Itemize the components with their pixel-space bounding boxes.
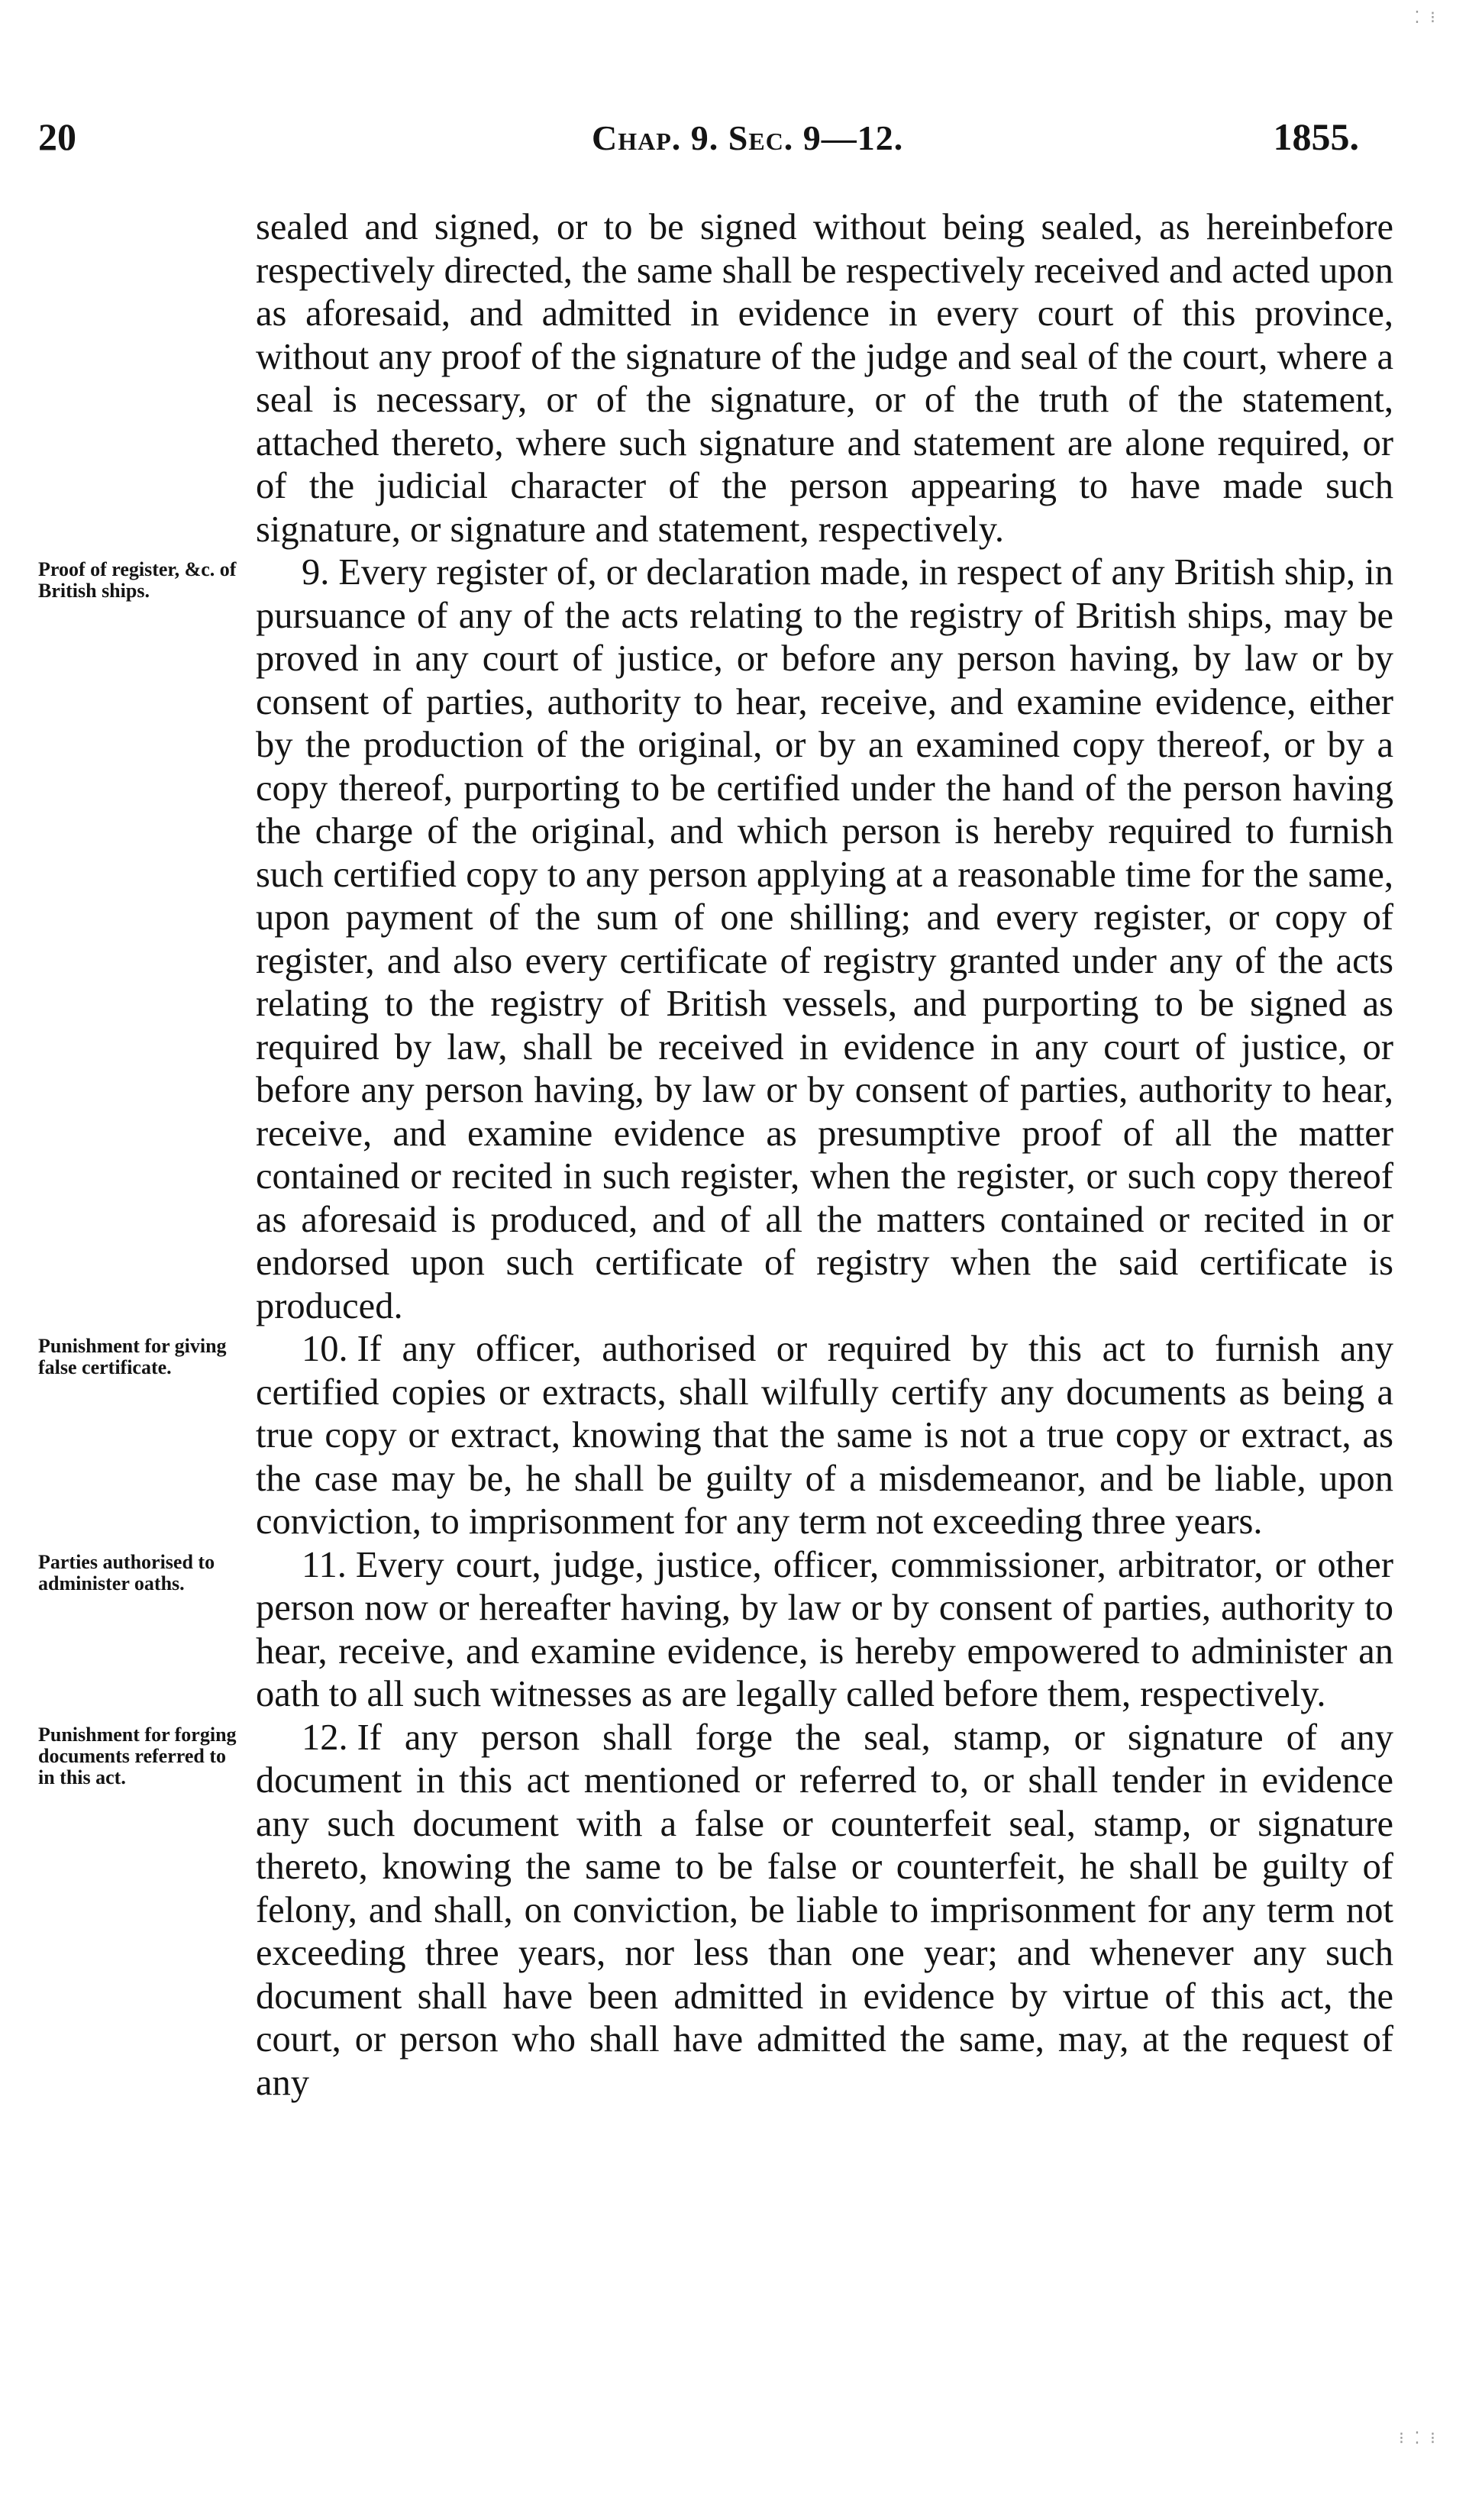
section-paragraph xyxy=(256,551,1393,1328)
page-year: 1855. xyxy=(1273,115,1359,158)
section-number: 10. xyxy=(302,1329,348,1369)
section-number: 12. xyxy=(302,1717,348,1758)
section-paragraph xyxy=(256,1544,1393,1717)
section-number: 9. xyxy=(302,552,330,593)
page-body xyxy=(38,206,1393,2105)
scan-speckle: ⁝ ⁚ ⁝ xyxy=(1399,2428,1438,2447)
scan-speckle: ⁚ ⁝ xyxy=(1414,8,1438,27)
section-9 xyxy=(38,551,1393,1328)
section-text: Every register of, or declaration made, in respect of any British ship, in pursuance of any of the acts relating to the registry of British ships, may be proved in any court of justice, or before any person having, by law or by consent of parties, authority to hear, receive, and examine evidence, either by the production of the original, or by an examined copy thereof, or by a copy thereof, purporting to be certified under the hand of the person having the charge of the original, and which person is hereby required to furnish such certified copy to any person applying at a reasonable time for the same, upon payment of the sum of one shilling; and every register, or copy of register, and also every certificate of registry granted under any of the acts relating to the registry of British vessels, and purporting to be signed as required by law, shall be received in evidence in any court of justice, or before any person having, by law or by consent of parties, authority to hear, receive, and examine evidence as presumptive proof of all the matter contained or recited in such register, when the register, or such copy thereof as aforesaid is produced, and of all the matters contained or recited in or endorsed upon such certificate of registry when the said certificate is produced. xyxy=(256,552,1393,1326)
section-10 xyxy=(38,1328,1393,1544)
section-text: Every court, judge, justice, officer, commissioner, arbitrator, or other person now or hereafter having, by law or by consent of parties, authority to hear, receive, and examine evidence, is hereby empowered to administer an oath to all such witnesses as are legally called before them, respectively. xyxy=(256,1544,1393,1714)
section-paragraph xyxy=(256,1717,1393,2105)
section-paragraph xyxy=(256,1328,1393,1544)
marginal-note: Parties authorised to administer oaths. xyxy=(38,1550,215,1594)
marginal-note: Punishment for forging documents referred to in this act. xyxy=(38,1723,237,1788)
continued-paragraph: sealed and signed, or to be signed without being sealed, as hereinbefore respectively directed, the same shall be respectively received and acted upon as aforesaid, and admitted in evidence in every court of this province, without any proof of the signature of the judge and seal of the court, where a seal is necessary, or of the signature, or of the truth of the statement, attached thereto, where such signature and statement are alone required, or of the judicial character of the person appearing to have made such signature, or signature and statement, respectively. xyxy=(256,207,1393,550)
section-text: If any officer, authorised or required by this act to furnish any certified copies or extracts, shall wilfully certify any documents as being a true copy or extract, knowing that the same is not a true copy or extract, as the case may be, he shall be guilty of a misdemeanor, and be liable, upon conviction, to imprisonment for any term not exceeding three years. xyxy=(256,1329,1393,1542)
section-text: If any person shall forge the seal, stamp, or signature of any document in this act mentioned or referred to, or shall tender in evidence any such document with a false or counterfeit seal, stamp, or signature thereto, knowing the same to be false or counterfeit, he shall be guilty of felony, and shall, on conviction, be liable to imprisonment for any term not exceeding three years, nor less than one year; and whenever any such document shall have been admitted in evidence by virtue of this act, the court, or person who shall have admitted the same, may, at the request of any xyxy=(256,1717,1393,2103)
marginal-note: Punishment for giving false certificate. xyxy=(38,1335,227,1378)
section-12 xyxy=(38,1717,1393,2105)
page-header xyxy=(38,115,1359,168)
section-11 xyxy=(38,1544,1393,1717)
marginal-note: Proof of register, &c. of British ships. xyxy=(38,558,237,602)
page-number: 20 xyxy=(38,115,76,158)
running-head: Chap. 9. Sec. 9—12. xyxy=(592,118,904,157)
section-number: 11. xyxy=(302,1544,347,1585)
